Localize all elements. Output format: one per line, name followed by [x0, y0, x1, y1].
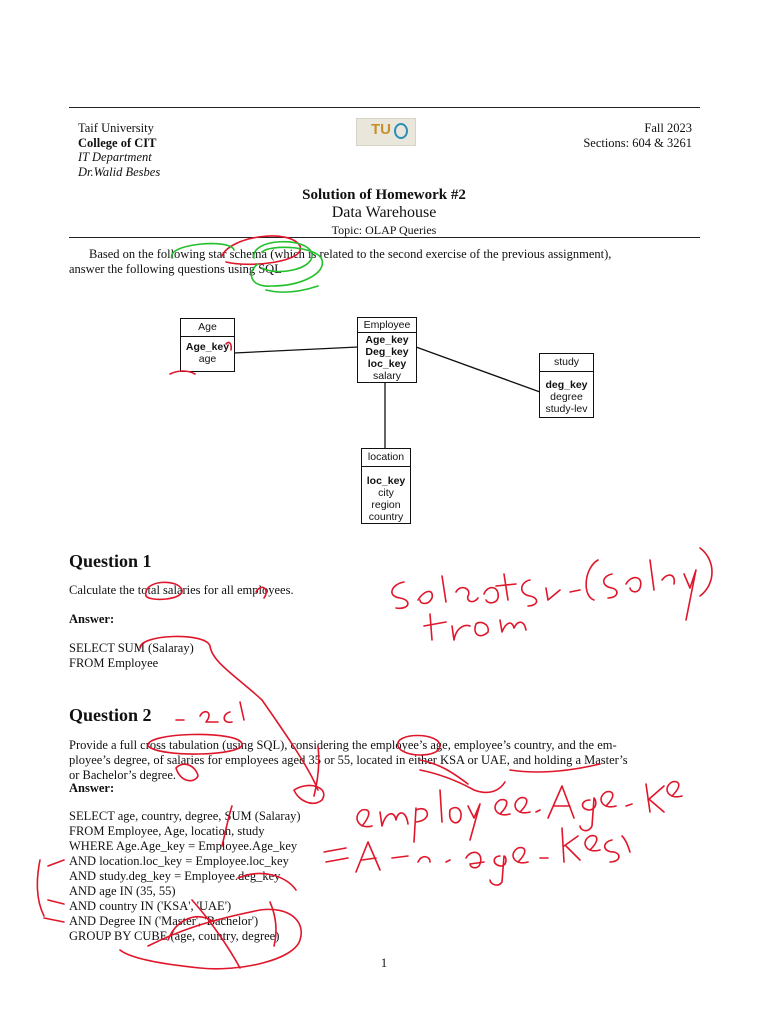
sql-line: SELECT age, country, degree, SUM (Salaray): [69, 809, 301, 823]
attr-study-level: study-lev: [545, 403, 588, 415]
question-1-heading: Question 1: [69, 551, 152, 571]
page-number: 1: [380, 956, 388, 970]
intro-line-1: Based on the following star schema (which is related to the second exercise of the previous assignment),: [89, 247, 612, 261]
attr-location-country: country: [368, 511, 404, 523]
table-employee-title: Employee: [358, 318, 416, 333]
attr-age-key: Age_key: [185, 341, 230, 353]
sql-line: GROUP BY CUBE (age, country, degree): [69, 929, 280, 943]
table-age-title: Age: [181, 319, 234, 337]
instructor: Dr.Walid Besbes: [78, 164, 161, 179]
sql-line: SELECT SUM (Salaray): [69, 641, 194, 655]
attr-study-deg-key: deg_key: [545, 379, 588, 391]
document-title: Solution of Homework #2: [302, 187, 466, 203]
sql-line: AND study.deg_key = Employee.deg_key: [69, 869, 281, 883]
intro-line-2: answer the following questions using SQL: [69, 262, 282, 276]
semester: Fall 2023: [644, 121, 692, 135]
attr-employee-deg-key: Deg_key: [365, 346, 409, 358]
question-2-answer-label: Answer:: [69, 781, 115, 795]
question-1-answer-label: Answer:: [69, 612, 115, 626]
document-topic: Topic: OLAP Queries: [331, 223, 437, 237]
attr-employee-age-key: Age_key: [365, 334, 409, 346]
logo-text: TU: [371, 121, 391, 138]
table-location: [361, 448, 411, 524]
attr-age: age: [198, 353, 217, 365]
table-location-title: location: [362, 449, 410, 467]
college: College of CIT: [78, 135, 157, 150]
attr-location-city: city: [378, 487, 394, 499]
sql-line: AND Degree IN ('Master', 'Bachelor'): [69, 914, 259, 928]
sql-line: AND age IN (35, 55): [69, 884, 176, 898]
question-1-sql: [69, 641, 194, 671]
question-2-text-line: ployee’s degree, of salaries for employees aged 35 or 55, located in either KSA or UAE, and holding a Master’s: [69, 753, 628, 767]
attr-employee-salary: salary: [372, 370, 401, 382]
sql-line: FROM Employee, Age, location, study: [69, 824, 265, 838]
question-2-text: [69, 738, 700, 783]
question-1-text: Calculate the total salaries for all employees.: [69, 583, 294, 597]
question-2-sql: [69, 809, 301, 944]
sql-line: WHERE Age.Age_key = Employee.Age_key: [69, 839, 298, 853]
question-2-heading: Question 2: [69, 705, 152, 725]
document-subtitle: Data Warehouse: [331, 204, 437, 221]
sql-line: AND location.loc_key = Employee.loc_key: [69, 854, 289, 868]
university: Taif University: [78, 121, 154, 135]
attr-study-degree: degree: [550, 391, 583, 403]
table-study: [539, 353, 594, 418]
department: IT Department: [78, 150, 152, 164]
question-2-text-line: or Bachelor’s degree.: [69, 768, 177, 782]
sections: Sections: 604 & 3261: [583, 135, 692, 150]
table-age: [180, 318, 235, 372]
attr-location-loc-key: loc_key: [366, 475, 406, 487]
sql-line: FROM Employee: [69, 656, 159, 670]
sql-line: AND country IN ('KSA', 'UAE'): [69, 899, 232, 913]
question-2-text-line: Provide a full cross tabulation (using SQL), considering the employee’s age, employee’s country, and the em-: [69, 738, 617, 752]
attr-location-region: region: [371, 499, 401, 511]
table-employee: [357, 317, 417, 383]
attr-employee-loc-key: loc_key: [367, 358, 407, 370]
table-study-title: study: [540, 354, 593, 372]
